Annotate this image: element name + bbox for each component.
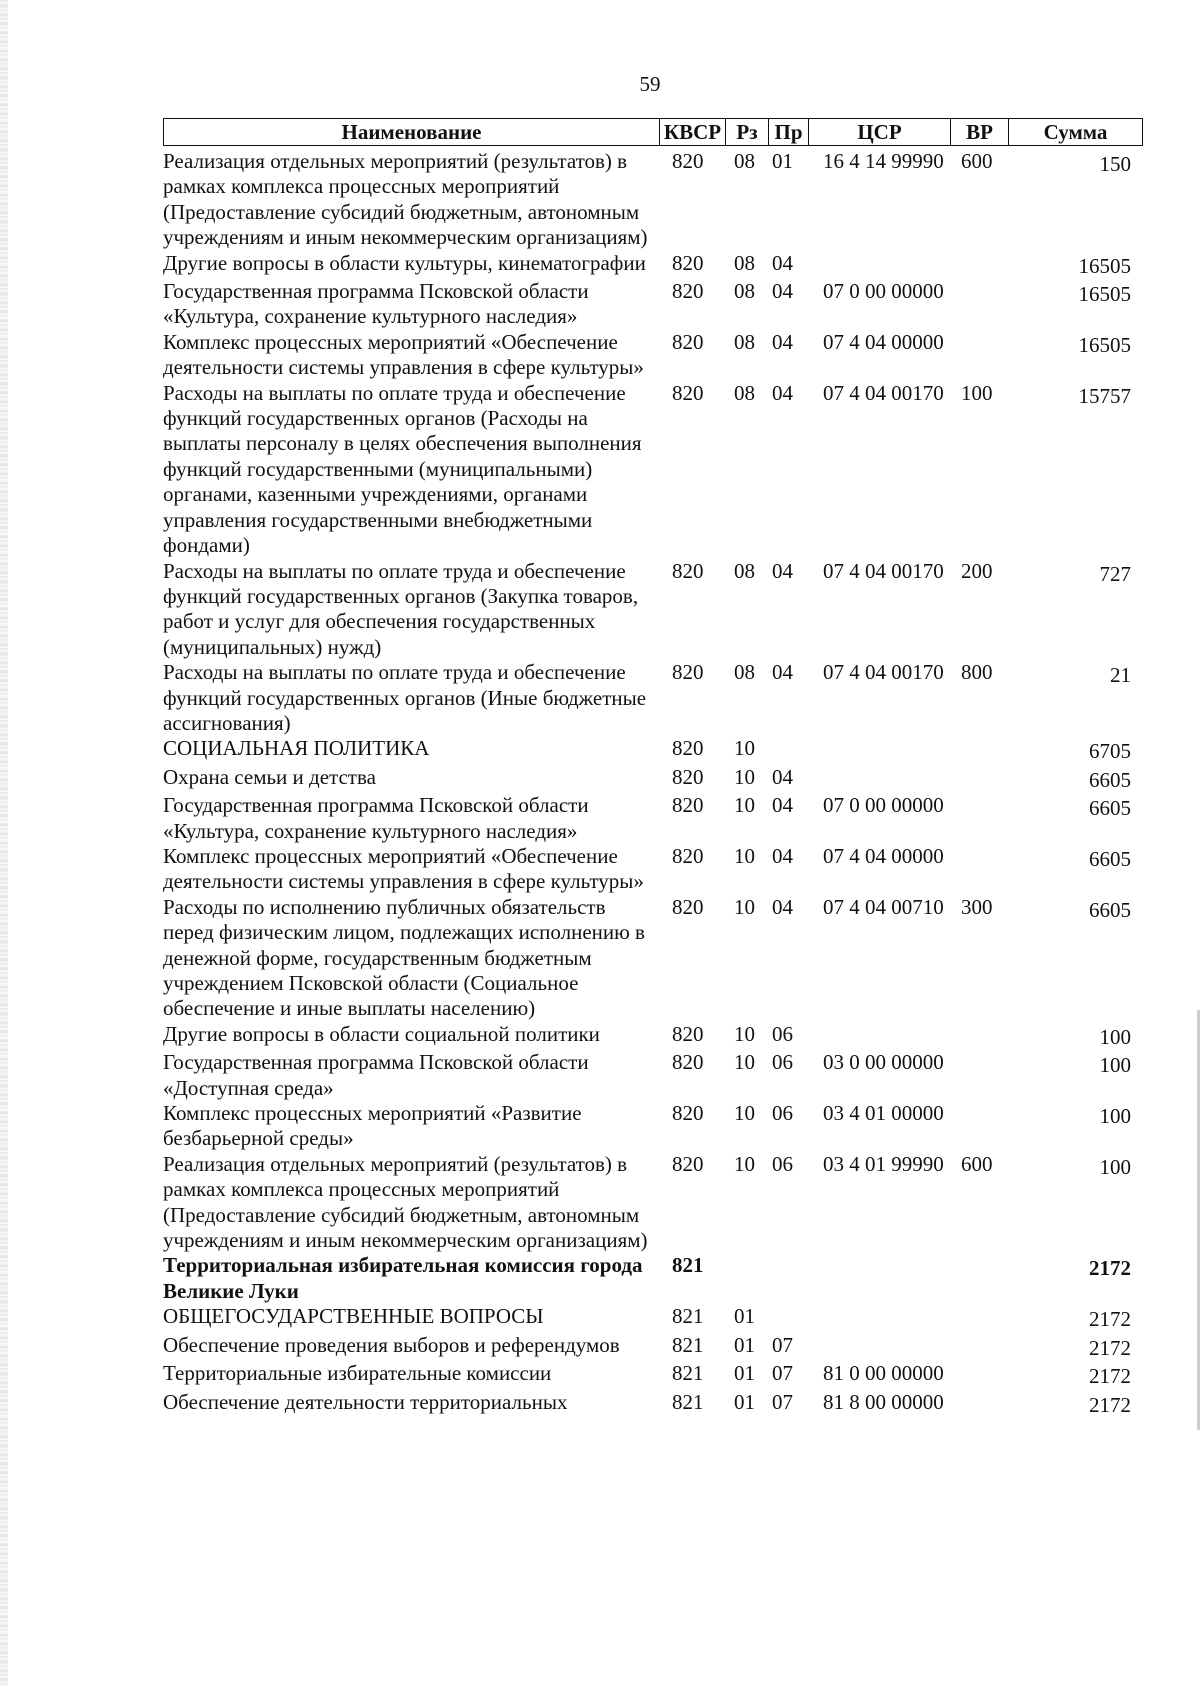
cell-rz: 08 [734,279,755,304]
cell-vr: 100 [961,380,993,405]
cell-pr: 01 [772,149,793,173]
cell-pr: 04 [772,660,793,685]
cell-vr [951,736,1009,764]
cell-rz: 08 [734,558,755,583]
cell-sum: 6705 [1089,739,1131,764]
cell-rz: 08 [734,149,755,173]
cell-csr [809,736,951,764]
cell-rz: 10 [734,1021,755,1046]
cell-kvsr: 821 [672,1253,704,1278]
cell-kvsr: 820 [672,1151,704,1176]
table-row [163,844,1143,895]
cell-pr: 04 [772,843,793,868]
cell-name: ОБЩЕГОСУДАРСТВЕННЫЕ ВОПРОСЫ [163,1304,544,1329]
cell-pr: 04 [772,558,793,583]
header-vr: ВР [951,118,1009,146]
cell-kvsr: 820 [672,558,704,583]
cell-kvsr: 820 [672,149,704,173]
table-row [163,1361,1143,1389]
cell-pr: 04 [772,764,793,789]
cell-kvsr: 820 [672,764,704,789]
cell-rz: 10 [734,1151,755,1176]
cell-kvsr: 821 [672,1332,704,1357]
header-name: Наименование [163,118,660,146]
header-rz: Рз [726,118,769,146]
cell-vr [951,1390,1009,1418]
cell-kvsr: 820 [672,1050,704,1075]
budget-table [163,115,1143,1418]
cell-name: Комплекс процессных мероприятий «Обеспечение деятельности системы управления в сфере культуры» [163,843,644,894]
cell-pr: 04 [772,279,793,304]
header-kvsr: КВСР [660,118,726,146]
cell-csr: 07 4 04 00710 [823,894,944,919]
cell-name: Расходы на выплаты по оплате труда и обеспечение функций государственных органов (Закупка товаров, работ и услуг для обеспечения государственных (муниципальных) нужд) [163,558,639,659]
cell-pr: 06 [772,1021,793,1046]
cell-csr: 07 4 04 00000 [823,843,944,868]
cell-csr: 81 0 00 00000 [823,1361,944,1386]
cell-pr: 04 [772,894,793,919]
cell-vr: 300 [961,894,993,919]
table-row [163,559,1143,661]
table-body [163,149,1143,1418]
cell-sum: 100 [1099,1024,1131,1049]
cell-csr [809,765,951,793]
cell-vr: 600 [961,149,993,173]
cell-sum: 6605 [1089,767,1131,792]
cell-kvsr: 820 [672,250,704,275]
cell-name: Расходы по исполнению публичных обязательств перед физическим лицом, подлежащих исполнению в денежной форме, государственным бюджетным учреждением Псковской области (Социальное обеспечение и иные выплаты населению) [163,894,645,1021]
cell-kvsr: 821 [672,1361,704,1386]
cell-sum: 21 [1110,663,1131,688]
cell-csr: 07 0 00 00000 [823,279,944,304]
cell-rz: 10 [734,843,755,868]
cell-pr: 07 [772,1332,793,1357]
cell-csr: 16 4 14 99990 [823,149,944,173]
cell-rz: 01 [734,1361,755,1386]
cell-sum: 6605 [1089,846,1131,871]
cell-name: Территориальная избирательная комиссия города Великие Луки [163,1253,643,1303]
table-row [163,1333,1143,1361]
cell-name: Обеспечение проведения выборов и референдумов [163,1332,620,1357]
cell-sum: 100 [1099,1154,1131,1179]
cell-vr [951,330,1009,381]
cell-kvsr: 821 [672,1389,704,1414]
cell-sum: 2172 [1089,1392,1131,1417]
cell-sum: 15757 [1078,383,1131,408]
cell-pr [769,1304,809,1332]
cell-csr [809,1333,951,1361]
cell-rz: 10 [734,894,755,919]
cell-name: Другие вопросы в области культуры, кинематографии [163,250,646,275]
cell-pr: 07 [772,1389,793,1414]
cell-name: Реализация отдельных мероприятий (результатов) в рамках комплекса процессных мероприятий (Предоставление субсидий бюджетным, автономным учреждениям и иным некоммерческим организациям) [163,149,648,250]
cell-kvsr: 820 [672,793,704,818]
cell-pr: 07 [772,1361,793,1386]
cell-name: Расходы на выплаты по оплате труда и обеспечение функций государственных органов (Иные бюджетные ассигнования) [163,660,647,735]
cell-csr: 07 4 04 00000 [823,329,944,354]
cell-pr [769,736,809,764]
scan-edge [0,0,8,1686]
cell-vr: 800 [961,660,993,685]
cell-sum: 150 [1099,152,1131,176]
table-row [163,330,1143,381]
cell-kvsr: 820 [672,279,704,304]
cell-name: Государственная программа Псковской области «Культура, сохранение культурного наследия» [163,279,589,329]
cell-vr [951,1101,1009,1152]
cell-vr [951,279,1009,330]
cell-vr [951,765,1009,793]
cell-rz: 08 [734,660,755,685]
cell-pr: 04 [772,380,793,405]
cell-vr [951,1050,1009,1101]
cell-csr: 07 4 04 00170 [823,660,944,685]
table-row [163,1101,1143,1152]
header-pr: Пр [769,118,809,146]
cell-sum: 6605 [1089,897,1131,922]
cell-kvsr: 820 [672,380,704,405]
header-csr: ЦСР [809,118,951,146]
cell-csr [809,251,951,279]
cell-rz: 10 [734,793,755,818]
table-row [163,251,1143,279]
cell-sum: 2172 [1089,1335,1131,1360]
cell-vr: 200 [961,558,993,583]
cell-pr: 04 [772,793,793,818]
cell-rz: 01 [734,1389,755,1414]
table-row [163,1152,1143,1254]
cell-pr: 04 [772,250,793,275]
table-row [163,793,1143,844]
cell-name: Государственная программа Псковской области «Культура, сохранение культурного наследия» [163,793,589,843]
header-sum: Сумма [1009,118,1143,146]
cell-kvsr: 820 [672,329,704,354]
table-row [163,765,1143,793]
table-row [163,736,1143,764]
cell-csr [809,1253,951,1304]
cell-rz: 01 [734,1332,755,1357]
cell-csr: 07 0 00 00000 [823,793,944,818]
cell-csr [809,1022,951,1050]
cell-sum: 100 [1099,1104,1131,1129]
cell-pr: 06 [772,1101,793,1126]
page-number: 59 [639,72,661,96]
cell-name: Охрана семьи и детства [163,764,376,789]
cell-rz: 01 [734,1304,755,1329]
cell-sum: 2172 [1089,1307,1131,1332]
cell-rz: 10 [734,1050,755,1075]
table-row [163,1050,1143,1101]
cell-sum: 16505 [1078,253,1131,278]
cell-rz: 10 [734,736,755,761]
cell-name: Расходы на выплаты по оплате труда и обеспечение функций государственных органов (Расходы на выплаты персоналу в целях обеспечения выполнения функций государственными (муниципальными) органами, казенными учреждениями, органами управления государственными внебюджетными фондами) [163,380,642,558]
cell-name: Другие вопросы в области социальной политики [163,1021,600,1046]
cell-csr: 03 4 01 00000 [823,1101,944,1126]
cell-name: Комплекс процессных мероприятий «Развитие безбарьерной среды» [163,1101,582,1151]
table-row [163,1022,1143,1050]
cell-vr: 600 [961,1151,993,1176]
cell-vr [951,1022,1009,1050]
cell-vr [951,793,1009,844]
cell-vr [951,1361,1009,1389]
cell-vr [951,1304,1009,1332]
cell-name: Комплекс процессных мероприятий «Обеспечение деятельности системы управления в сфере культуры» [163,329,644,380]
table-row [163,149,1143,251]
cell-kvsr: 820 [672,736,704,761]
cell-vr [951,844,1009,895]
table-row [163,1390,1143,1418]
cell-sum: 6605 [1089,796,1131,821]
cell-pr [769,1253,809,1304]
cell-csr: 07 4 04 00170 [823,380,944,405]
cell-vr [951,251,1009,279]
cell-name: Реализация отдельных мероприятий (результатов) в рамках комплекса процессных мероприятий (Предоставление субсидий бюджетным, автономным учреждениям и иным некоммерческим организациям) [163,1151,648,1253]
cell-rz: 08 [734,380,755,405]
cell-sum: 16505 [1078,332,1131,357]
cell-kvsr: 820 [672,1101,704,1126]
cell-kvsr: 820 [672,1021,704,1046]
cell-name: Обеспечение деятельности территориальных [163,1389,568,1414]
cell-sum: 100 [1099,1053,1131,1078]
cell-csr: 81 8 00 00000 [823,1389,944,1414]
cell-name: Государственная программа Псковской области «Доступная среда» [163,1050,589,1100]
table-row [163,381,1143,559]
cell-name: СОЦИАЛЬНАЯ ПОЛИТИКА [163,736,430,761]
cell-csr: 03 4 01 99990 [823,1151,944,1176]
cell-rz: 08 [734,329,755,354]
cell-sum: 2172 [1089,1256,1131,1281]
cell-name: Территориальные избирательные комиссии [163,1361,552,1386]
cell-sum: 727 [1099,561,1131,586]
cell-kvsr: 821 [672,1304,704,1329]
table-header [163,115,1143,149]
table-row [163,1304,1143,1332]
cell-csr [809,1304,951,1332]
cell-vr [951,1333,1009,1361]
cell-pr: 06 [772,1151,793,1176]
cell-rz [726,1253,769,1304]
cell-csr: 03 0 00 00000 [823,1050,944,1075]
table-row [163,279,1143,330]
cell-kvsr: 820 [672,894,704,919]
cell-rz: 08 [734,250,755,275]
cell-rz: 10 [734,1101,755,1126]
table-row [163,1253,1143,1304]
cell-sum: 16505 [1078,282,1131,307]
cell-pr: 04 [772,329,793,354]
cell-sum: 2172 [1089,1364,1131,1389]
table-row [163,660,1143,736]
cell-kvsr: 820 [672,660,704,685]
cell-csr: 07 4 04 00170 [823,558,944,583]
cell-rz: 10 [734,764,755,789]
table-row [163,895,1143,1022]
cell-vr [951,1253,1009,1304]
cell-pr: 06 [772,1050,793,1075]
cell-kvsr: 820 [672,843,704,868]
